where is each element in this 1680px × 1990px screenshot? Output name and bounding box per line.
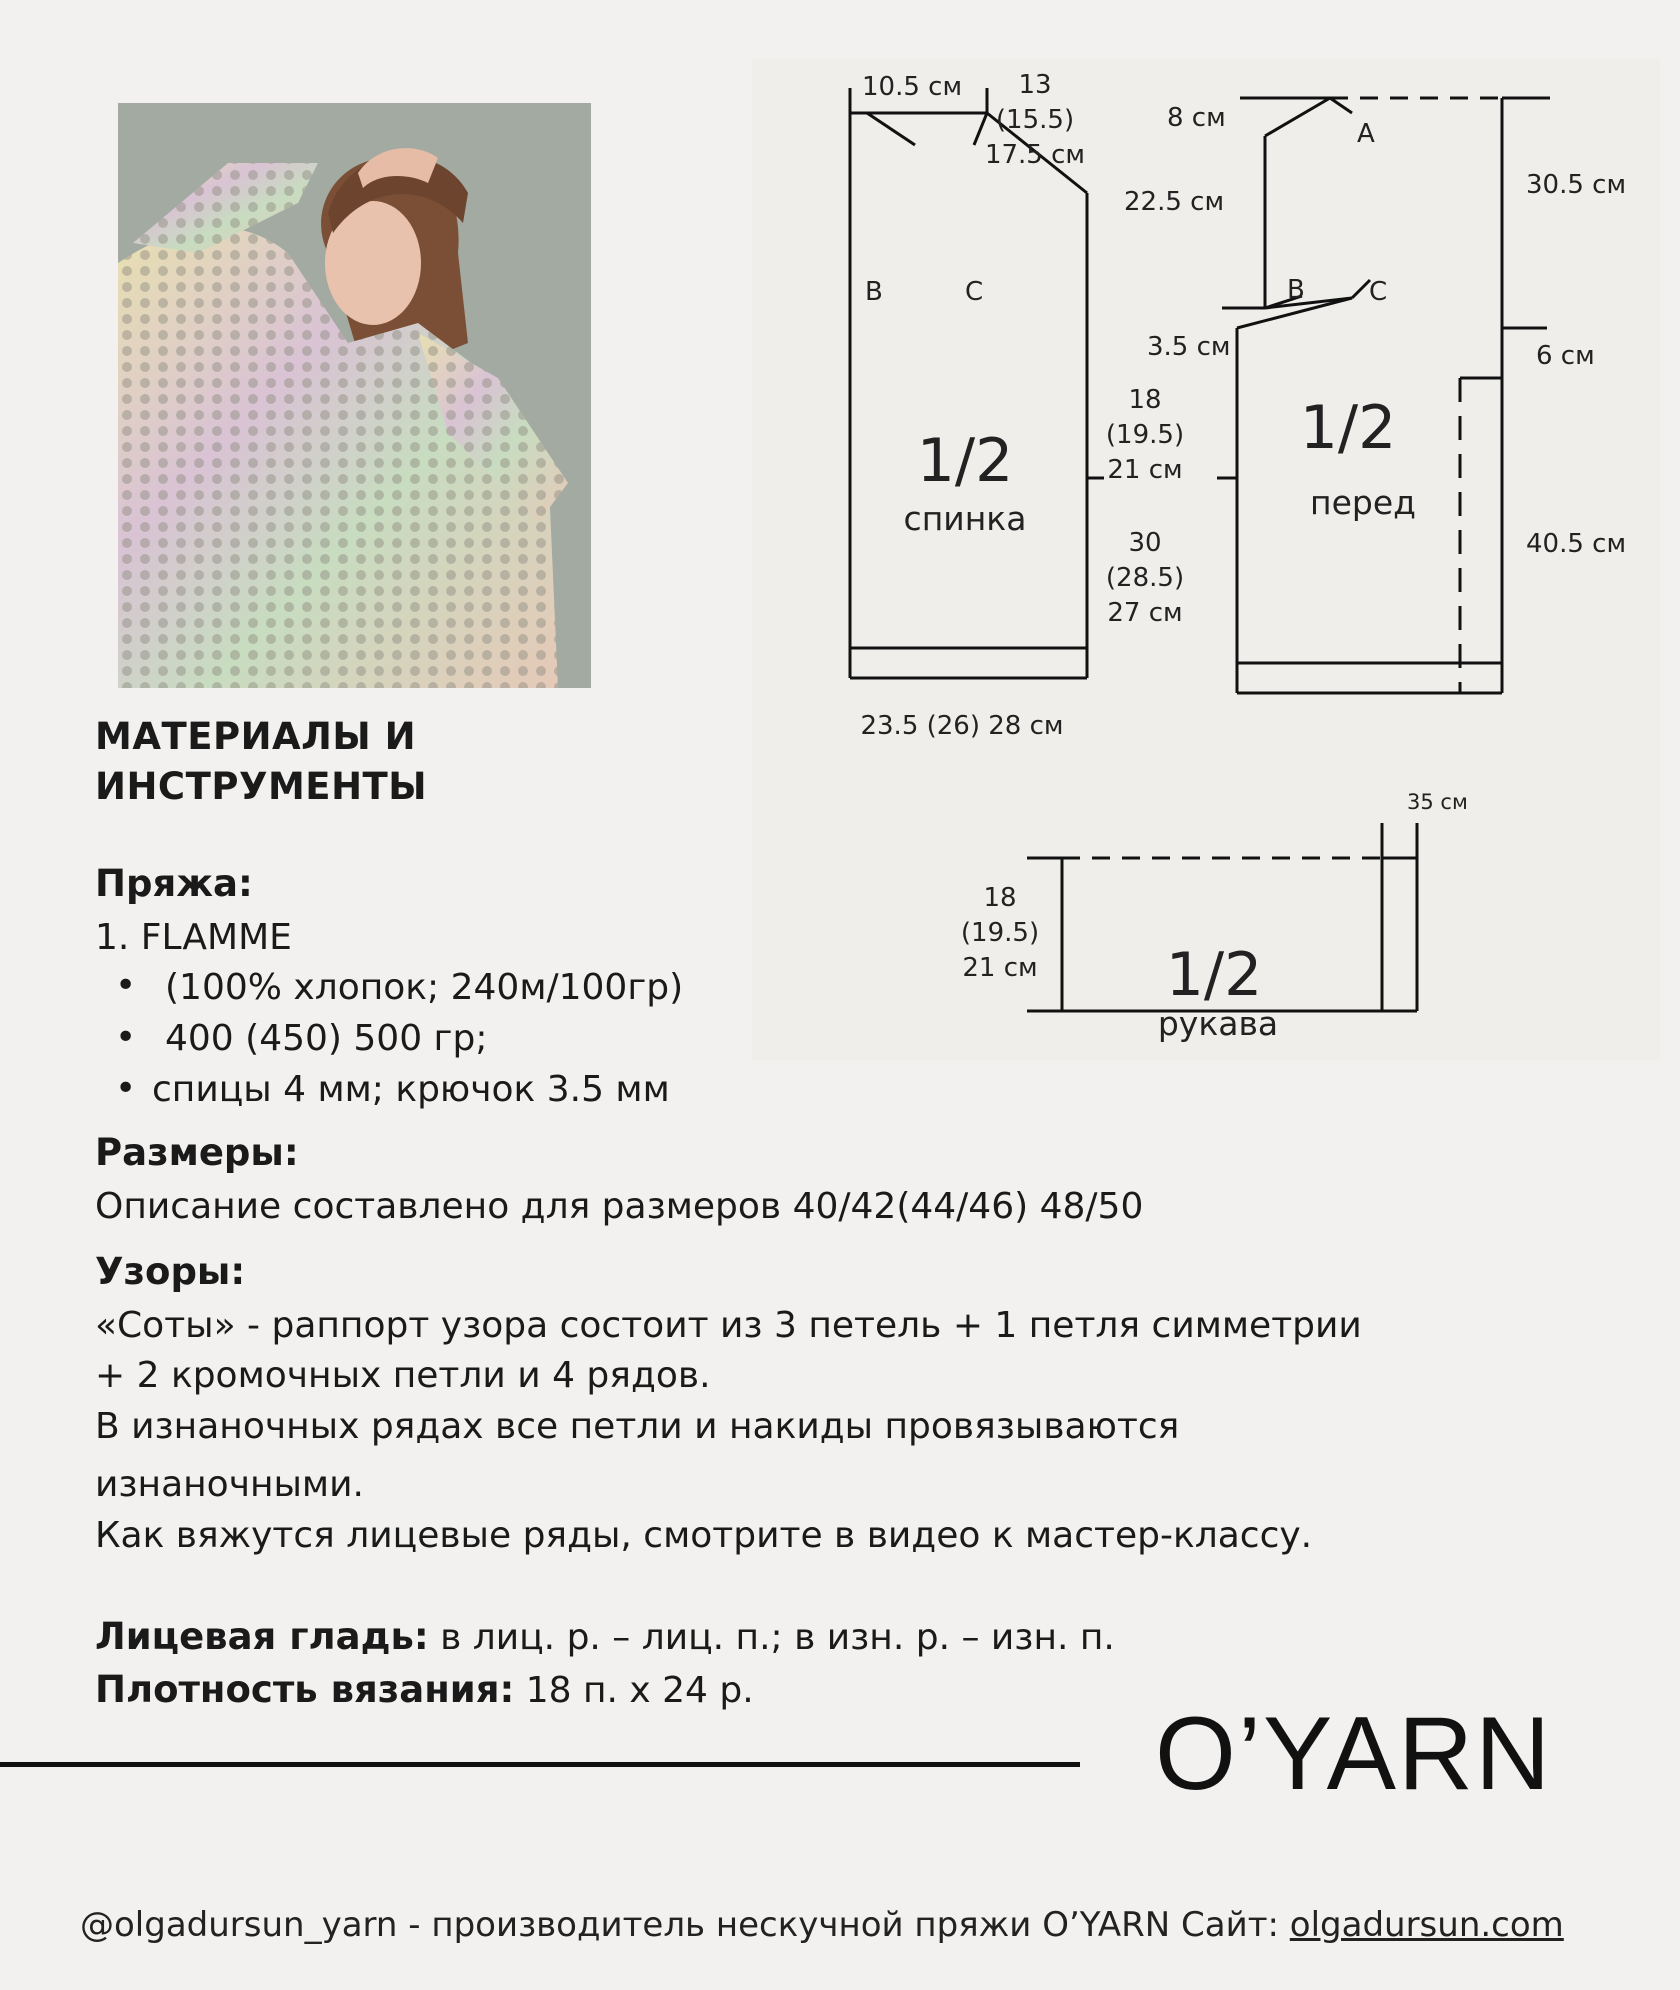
materials-heading <box>95 712 427 812</box>
back-piece-name: спинка <box>903 499 1027 538</box>
stockinette-label: Лицевая гладь: <box>95 1615 429 1658</box>
front-fraction: 1/2 <box>1299 393 1397 463</box>
patterns-line-2: + 2 кромочных петли и 4 рядов. <box>95 1355 711 1396</box>
gauge-line <box>95 1668 754 1711</box>
footer <box>80 1905 1564 1945</box>
patterns-line-5: Как вяжутся лицевые ряды, смотрите в видео к мастер-классу. <box>95 1515 1313 1556</box>
patterns-line-1: «Соты» - раппорт узора состоит из 3 петель + 1 петля симметрии <box>95 1305 1362 1346</box>
sleeve-height: 18 (19.5) 21 см <box>960 883 1040 983</box>
bullet-dot: • <box>115 1068 137 1109</box>
front-step: 3.5 см <box>1147 332 1231 362</box>
hood-height: 30.5 см <box>1526 170 1627 200</box>
materials-heading-line1: МАТЕРИАЛЫ И <box>95 715 417 758</box>
back-neck-width: 10.5 см <box>862 72 963 102</box>
back-shoulder-size: 13 (15.5) 17.5 см <box>984 70 1086 170</box>
pattern-schematic <box>752 58 1660 1060</box>
back-piece-outline <box>850 88 1104 678</box>
stockinette-line <box>95 1615 1115 1658</box>
front-point-a: A <box>1357 119 1375 149</box>
bullet-dot: • <box>115 1017 137 1058</box>
hood-gap: 6 см <box>1536 341 1595 371</box>
footer-site-link[interactable]: olgadursun.com <box>1289 1905 1564 1945</box>
footer-text: @olgadursun_yarn - производитель нескучной пряжи O’YARN Сайт: <box>80 1905 1290 1945</box>
sizes-text: Описание составлено для размеров 40/42(44/46) 48/50 <box>95 1186 1144 1227</box>
body-length: 30 (28.5) 27 см <box>1105 528 1185 628</box>
product-photo <box>118 103 591 688</box>
front-piece-name: перед <box>1310 483 1416 522</box>
sleeve-fraction: 1/2 <box>1165 940 1263 1010</box>
front-neck-depth: 22.5 см <box>1124 187 1225 217</box>
patterns-label: Узоры: <box>95 1250 246 1293</box>
armhole-size: 18 (19.5) 21 см <box>1105 385 1185 485</box>
yarn-name: 1. FLAMME <box>95 917 292 958</box>
back-fraction: 1/2 <box>916 426 1014 496</box>
gauge-label: Плотность вязания: <box>95 1668 515 1711</box>
materials-heading-line2: ИНСТРУМЕНТЫ <box>95 765 428 808</box>
front-point-c: C <box>1369 277 1388 307</box>
model-sweater-illustration <box>118 103 591 688</box>
front-point-b: B <box>1287 275 1305 305</box>
back-width: 23.5 (26) 28 см <box>860 711 1064 741</box>
front-neck-top: 8 см <box>1167 103 1226 133</box>
sleeve-length: 35 см <box>1407 790 1468 814</box>
tools: спицы 4 мм; крючок 3.5 мм <box>152 1069 670 1110</box>
bullet-dot: • <box>115 965 137 1006</box>
gauge-text: 18 п. х 24 р. <box>514 1670 754 1711</box>
brand-logo: O’YARN <box>1155 1696 1553 1812</box>
sleeve-piece-name: рукава <box>1157 1004 1279 1043</box>
back-point-c: C <box>965 277 984 307</box>
back-point-b: B <box>865 277 883 307</box>
stockinette-text: в лиц. р. – лиц. п.; в изн. р. – изн. п. <box>428 1617 1115 1658</box>
yarn-weight: 400 (450) 500 гр; <box>165 1018 488 1059</box>
patterns-line-4: изнаночными. <box>95 1464 364 1505</box>
front-body-height: 40.5 см <box>1526 529 1627 559</box>
sizes-label: Размеры: <box>95 1131 299 1174</box>
yarn-composition: (100% хлопок; 240м/100гр) <box>165 967 684 1008</box>
divider-rule <box>0 1762 1080 1767</box>
yarn-label: Пряжа: <box>95 862 253 905</box>
patterns-line-3: В изнаночных рядах все петли и накиды провязываются <box>95 1406 1180 1447</box>
